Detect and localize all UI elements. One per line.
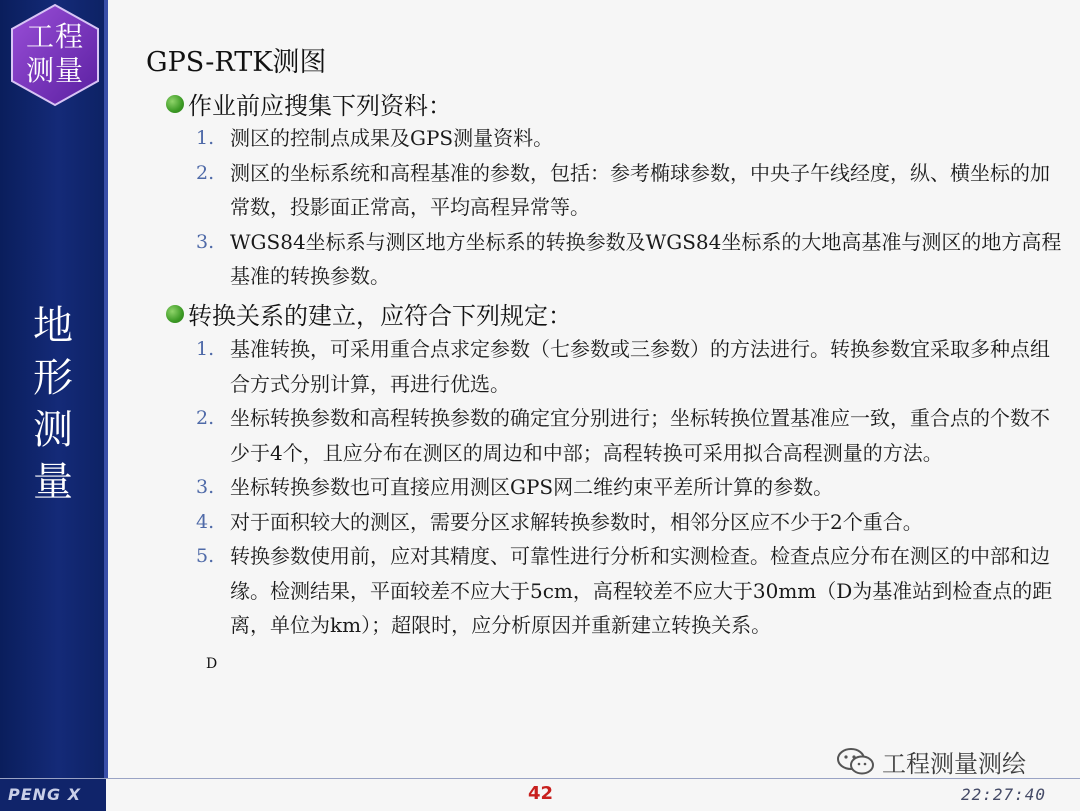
list-item xyxy=(196,470,1066,505)
item-number: 4. xyxy=(196,510,215,533)
logo-line-1: 工程 xyxy=(25,20,84,53)
footer-bar xyxy=(0,778,1080,811)
item-text: 坐标转换参数也可直接应用测区GPS网二维约束平差所计算的参数。 xyxy=(230,475,834,499)
watermark-text: 工程测量测绘 xyxy=(882,750,1026,778)
item-number: 1. xyxy=(196,127,215,149)
item-text: 坐标转换参数和高程转换参数的确定宜分别进行；坐标转换位置基准应一致，重合点的个数不少于4个，且应分布在测区的周边和中部；高程转换可采用拟合高程测量的方法。 xyxy=(230,406,1050,465)
section-heading-text: 转换关系的建立，应符合下列规定： xyxy=(188,302,572,330)
footer-author-block xyxy=(0,779,106,811)
item-text: 对于面积较大的测区，需要分区求解转换参数时，相邻分区应不少于2个重合。 xyxy=(230,509,923,534)
chapter-title: 地 形 测 量 xyxy=(33,303,73,505)
timestamp: 22:27:40 xyxy=(960,785,1046,804)
list-item xyxy=(196,401,1066,470)
item-number: 2. xyxy=(196,161,215,184)
chat-bubble-icon xyxy=(836,747,876,777)
list-item xyxy=(196,156,1066,225)
item-number: 3. xyxy=(196,476,215,498)
item-text: 转换参数使用前，应对其精度、可靠性进行分析和实测检查。检查点应分布在测区的中部和边缘。检测结果，平面较差不应大于5cm，高程较差不应大于30mm（D为基准站到检查点的距离，单位为km）；超限时，应分析原因并重新建立转换关系。 xyxy=(230,544,1053,637)
sidebar xyxy=(0,0,106,778)
author-label: PENG X xyxy=(8,785,82,804)
green-bullet-icon xyxy=(166,95,184,113)
item-number: 3. xyxy=(196,230,215,253)
page-title: GPS-RTK测图 xyxy=(146,47,327,78)
item-text: WGS84坐标系与测区地方坐标系的转换参数及WGS84坐标系的大地高基准与测区的地方高程基准的转换参数。 xyxy=(230,229,1062,288)
list-item xyxy=(196,332,1066,401)
list-item xyxy=(196,539,1066,643)
list-item xyxy=(196,505,1066,540)
item-text: 测区的坐标系统和高程基准的参数，包括：参考椭球参数，中央子午线经度，纵、横坐标的加常数，投影面正常高，平均高程异常等。 xyxy=(230,160,1050,219)
green-bullet-icon xyxy=(166,305,184,323)
section-heading-1 xyxy=(166,86,452,121)
sidebar-divider xyxy=(104,0,108,810)
section-heading-2 xyxy=(166,296,572,331)
item-text: 测区的控制点成果及GPS测量资料。 xyxy=(230,126,554,150)
page-number: 42 xyxy=(528,783,554,804)
watermark xyxy=(836,744,1026,779)
list-item xyxy=(196,121,1066,156)
section-2-list xyxy=(196,332,1066,643)
section-1-list xyxy=(196,121,1066,294)
section-heading-text: 作业前应搜集下列资料： xyxy=(188,92,452,120)
list-item xyxy=(196,225,1066,294)
item-number: 2. xyxy=(196,407,215,429)
item-text: 基准转换，可采用重合点求定参数（七参数或三参数）的方法进行。转换参数宜采取多种点组合方式分别计算，再进行优选。 xyxy=(230,337,1050,396)
item-number: 5. xyxy=(196,545,215,567)
logo-text xyxy=(8,20,102,88)
formula-marker: D xyxy=(206,656,218,672)
logo-line-2: 测量 xyxy=(25,54,84,87)
item-number: 1. xyxy=(196,338,215,360)
logo-badge xyxy=(8,2,102,108)
